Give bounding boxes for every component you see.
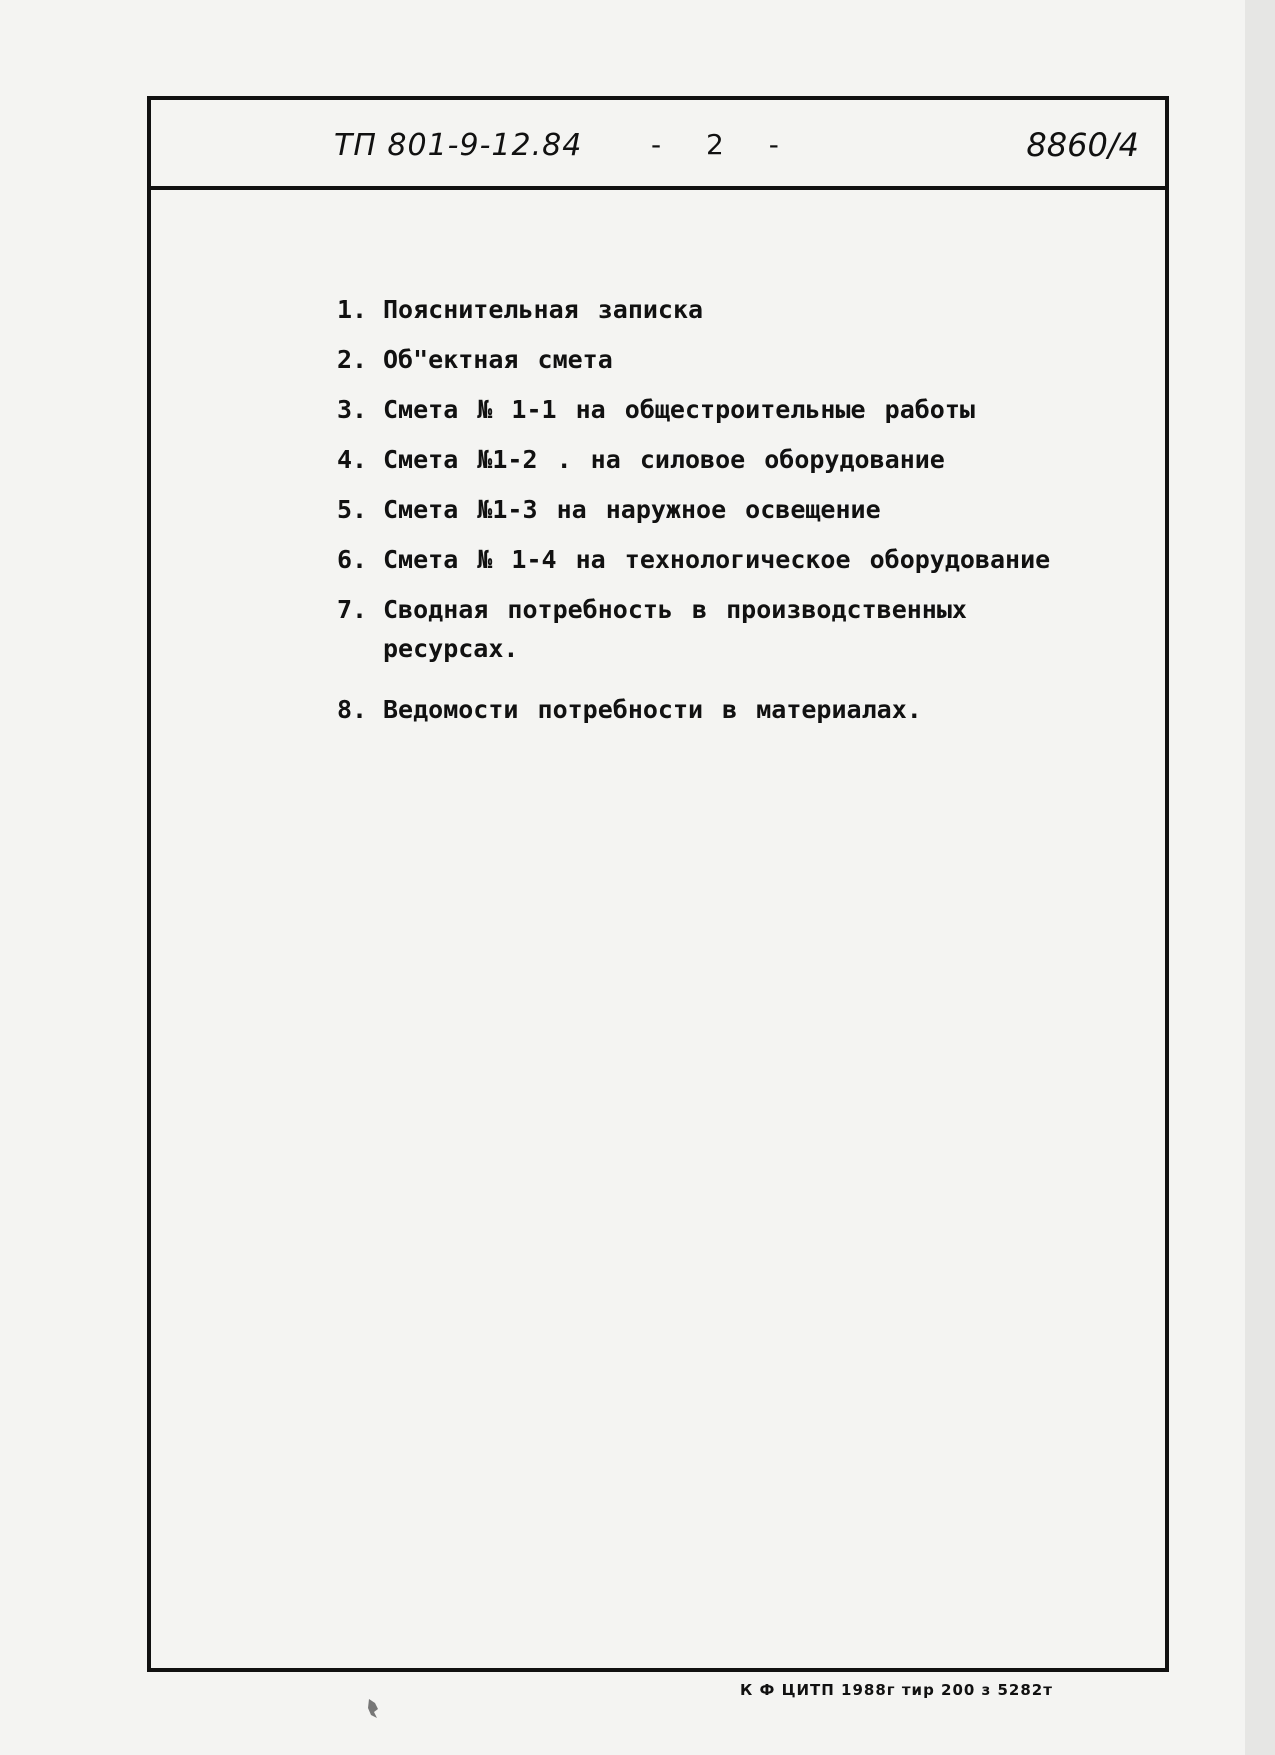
contents-item [337, 540, 1053, 579]
contents-item-text: Об"ектная смета [383, 345, 613, 374]
contents-item-number: 6. [337, 545, 368, 574]
contents-item-text: Смета №1-3 на наружное освещение [383, 495, 881, 524]
contents-item-text: Ведомости потребности в материалах. [383, 695, 922, 724]
sheet-number: 8860/4 [1026, 126, 1139, 164]
title-block [151, 100, 1165, 190]
scan-speck-icon [366, 1697, 380, 1721]
document-code: ТП 801-9-12.84 [334, 128, 583, 163]
contents-item-number: 7. [337, 595, 368, 624]
contents-item-number: 8. [337, 695, 368, 724]
contents-item-number: 1. [337, 295, 368, 324]
contents-item [337, 390, 1053, 429]
contents-item-number: 3. [337, 395, 368, 424]
contents-item [337, 490, 1053, 529]
page-edge [1245, 0, 1275, 1755]
contents-list [337, 290, 1053, 740]
drawing-frame [147, 96, 1169, 1672]
contents-item [337, 590, 1053, 668]
contents-item-text: Смета № 1-4 на технологическое оборудование [383, 545, 1051, 574]
contents-item-text: Сводная потребность в производственных ресурсах. [383, 595, 967, 663]
contents-item [337, 290, 1053, 329]
contents-item-number: 2. [337, 345, 368, 374]
contents-item-text: Смета №1-2 . на силовое оборудование [383, 445, 945, 474]
contents-item-text: Пояснительная записка [383, 295, 704, 324]
contents-item-number: 5. [337, 495, 368, 524]
contents-item [337, 340, 1053, 379]
contents-item [337, 440, 1053, 479]
print-imprint: К Ф ЦИТП 1988г тир 200 з 5282т [740, 1681, 1053, 1699]
contents-item-text: Смета № 1-1 на общестроительные работы [383, 395, 975, 424]
page-number: - 2 - [651, 128, 797, 161]
contents-item [337, 690, 1053, 729]
contents-item-number: 4. [337, 445, 368, 474]
